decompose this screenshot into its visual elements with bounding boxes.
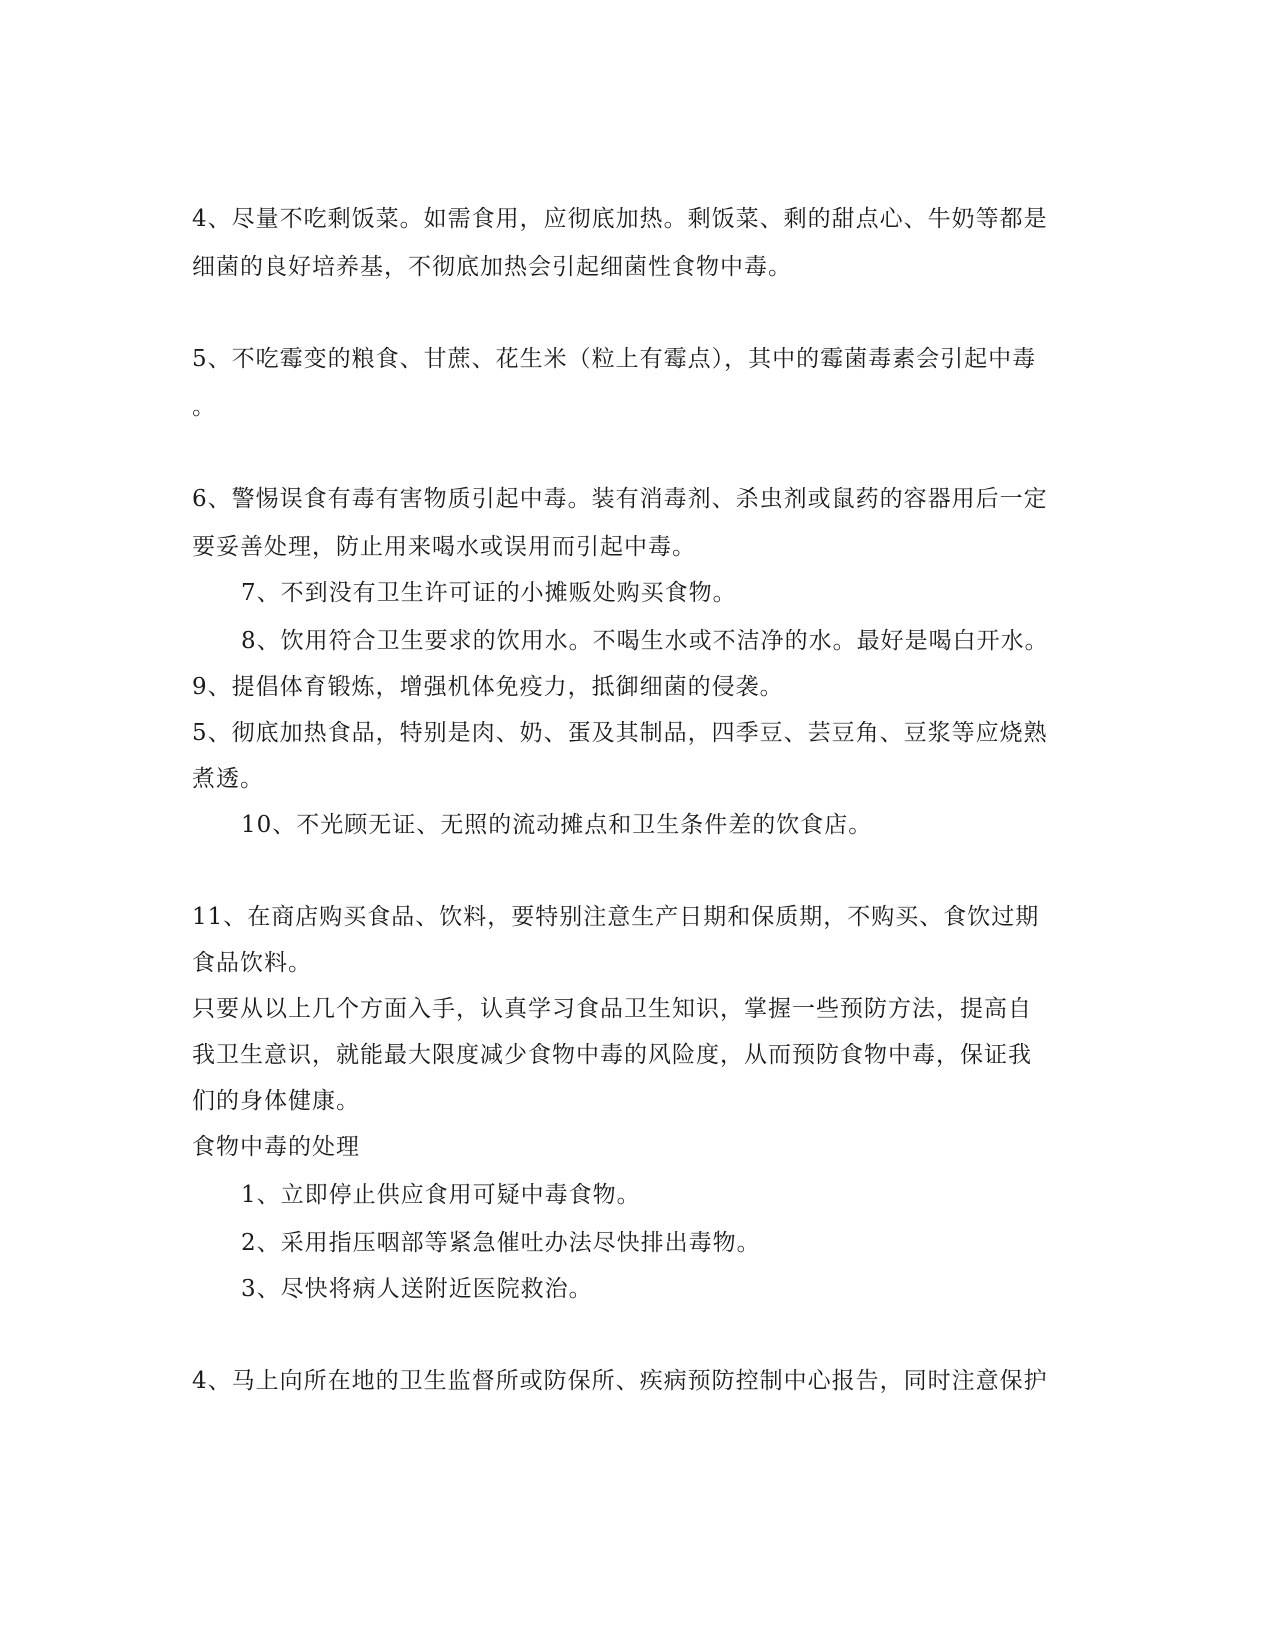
text-line: 3、尽快将病人送附近医院救治。 — [241, 1276, 593, 1302]
section-heading: 食物中毒的处理 — [192, 1134, 360, 1160]
text-line: 只要从以上几个方面入手，认真学习食品卫生知识，掌握一些预防方法，提高自 — [192, 996, 1032, 1022]
text-line: 10、不光顾无证、无照的流动摊点和卫生条件差的饮食店。 — [241, 812, 873, 838]
text-line: 细菌的良好培养基，不彻底加热会引起细菌性食物中毒。 — [192, 254, 792, 280]
text-line: 8、饮用符合卫生要求的饮用水。不喝生水或不洁净的水。最好是喝白开水。 — [241, 628, 1049, 654]
text-line: 7、不到没有卫生许可证的小摊贩处购买食物。 — [241, 580, 737, 606]
text-line: 4、马上向所在地的卫生监督所或防保所、疾病预防控制中心报告，同时注意保护 — [192, 1368, 1048, 1394]
text-line: 11、在商店购买食品、饮料，要特别注意生产日期和保质期，不购买、食饮过期 — [192, 904, 1040, 930]
text-line: 9、提倡体育锻炼，增强机体免疫力，抵御细菌的侵袭。 — [192, 674, 784, 700]
text-line: 6、警惕误食有毒有害物质引起中毒。装有消毒剂、杀虫剂或鼠药的容器用后一定 — [192, 486, 1048, 512]
text-line: 1、立即停止供应食用可疑中毒食物。 — [241, 1182, 641, 1208]
text-line: 5、不吃霉变的粮食、甘蔗、花生米（粒上有霉点），其中的霉菌毒素会引起中毒 — [192, 346, 1037, 372]
text-line: 5、彻底加热食品，特别是肉、奶、蛋及其制品，四季豆、芸豆角、豆浆等应烧熟 — [192, 720, 1048, 746]
text-line: 。 — [192, 394, 216, 420]
text-line: 们的身体健康。 — [192, 1088, 360, 1114]
text-line: 我卫生意识，就能最大限度减少食物中毒的风险度，从而预防食物中毒，保证我 — [192, 1042, 1032, 1068]
text-line: 煮透。 — [192, 766, 264, 792]
text-line: 食品饮料。 — [192, 950, 312, 976]
text-line: 4、尽量不吃剩饭菜。如需食用，应彻底加热。剩饭菜、剩的甜点心、牛奶等都是 — [192, 206, 1048, 232]
text-line: 要妥善处理，防止用来喝水或误用而引起中毒。 — [192, 534, 696, 560]
text-line: 2、采用指压咽部等紧急催吐办法尽快排出毒物。 — [241, 1230, 761, 1256]
